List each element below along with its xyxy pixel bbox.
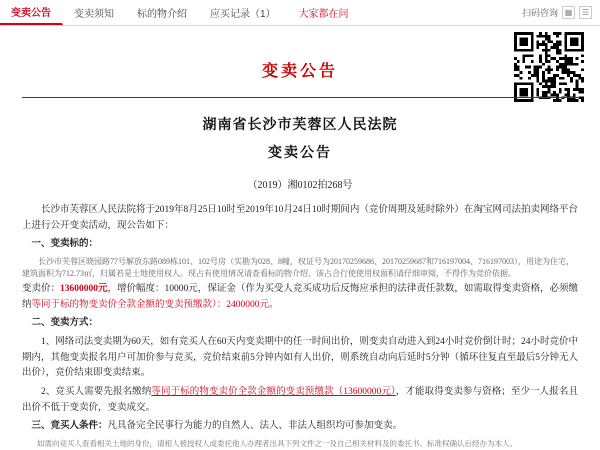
- section-1-body: 长沙市芙蓉区晓园路77号解放东路089栋101、102号房（实勘为028、8幢，权证号为20170259686、20170259687和716197004、716197003），用途为住宅，建筑面积为712.73㎡，归属若是土地使用权人。现占有使用情况请查看标的物介绍，该占合行使使用权面积请仔细审阅，不得作为竞价依据。: [22, 257, 574, 279]
- tab-bar: [0, 0, 600, 26]
- section-2-title: 二、变卖方式：: [31, 318, 99, 329]
- tab-label: 变卖公告: [11, 8, 51, 19]
- tab-biaodiwu-jieshao[interactable]: [126, 0, 199, 25]
- section-1-title: 一、变卖标的：: [31, 239, 99, 250]
- tab-label: 标的物介绍: [137, 9, 187, 20]
- tab-bianmai-xuzhi[interactable]: [63, 0, 126, 25]
- case-number: （2019）湘0102拍268号: [247, 180, 353, 191]
- announcement-document: [0, 26, 600, 450]
- section-3-title: 三、竞买人条件：: [31, 421, 108, 432]
- grid-icon[interactable]: ▦: [562, 6, 575, 19]
- price-paragraph: [22, 282, 578, 313]
- court-name: 湖南省长沙市芙蓉区人民法院: [202, 118, 398, 133]
- tab-bianmai-gonggao[interactable]: [0, 0, 63, 25]
- announcement-banner: [22, 56, 578, 83]
- menu-icon[interactable]: ☰: [579, 6, 592, 19]
- section-3-body: 凡具备完全民事行为能力的自然人、法人、非法人组织均可参加变卖。: [107, 421, 403, 432]
- tab-dajia-douzaiwen[interactable]: [288, 0, 361, 25]
- section-2-rule-2: [22, 385, 578, 416]
- rule-2-emphasis: 等同于标的物变卖价全款金额的变卖预缴款（13600000元）: [151, 387, 396, 398]
- scan-consult-label: 扫码咨询: [521, 8, 558, 18]
- tab-yingmai-jilu[interactable]: [199, 0, 288, 25]
- price-emphasis: 等同于标的物变卖价全款金额的变卖预缴款）：2400000元。: [31, 299, 279, 310]
- announcement-banner-text: 变卖公告: [261, 63, 338, 80]
- rule-2-pre: 2、竞买人需要先报名缴纳: [41, 387, 152, 398]
- banner-divider: [22, 97, 578, 98]
- price-rest: ，增价幅度：10000元，保证金（作为买受人竞买成功后反悔应承担的法律责任款数，如需取得变卖资格，必须缴纳: [22, 284, 578, 310]
- document-title: 变卖公告: [268, 146, 332, 161]
- tab-bar-actions: [514, 0, 600, 25]
- price-label: 变卖价：: [22, 284, 61, 295]
- section-2-rule-1: 1、网络司法变卖期为60天，如有竞买人在60天内变卖期中的任一时间出价，则变卖自动进入到24小时竞价倒计时；24小时竞价中期内，其他变卖报名用户可加价参与竞买，竞价结束前5分钟内如有人出价，则系统自动向后延时5分钟（循环往复直至最后5分钟无人出价），竞价结束即变卖结束。: [22, 337, 578, 379]
- intro-paragraph: 长沙市芙蓉区人民法院将于2019年8月25日10时至2019年10月24日10时期间内（竞价周期及延时除外）在淘宝网司法拍卖网络平台上进行公开变卖活动，现公告如下：: [22, 205, 578, 231]
- rule-2-post: ，才能取得变卖参与资格；至少一人报名且出价不低于变卖价，变卖成交。: [22, 387, 578, 413]
- tab-bar-spacer: [361, 0, 514, 25]
- tab-label: 应买记录（1）: [210, 9, 276, 20]
- tab-label: 变卖须知: [74, 9, 114, 20]
- price-value: 13600000元: [60, 284, 108, 295]
- document-footnote: 如需向竞买人查看相关土地的身份，请相人被授权人或委托他人办理者出具下列文件之一及自己相关材料及的委托书、标准权确认后经办为本人。: [37, 439, 517, 449]
- tab-label: 大家都在问: [298, 9, 349, 20]
- section-3-paragraph: [22, 419, 578, 435]
